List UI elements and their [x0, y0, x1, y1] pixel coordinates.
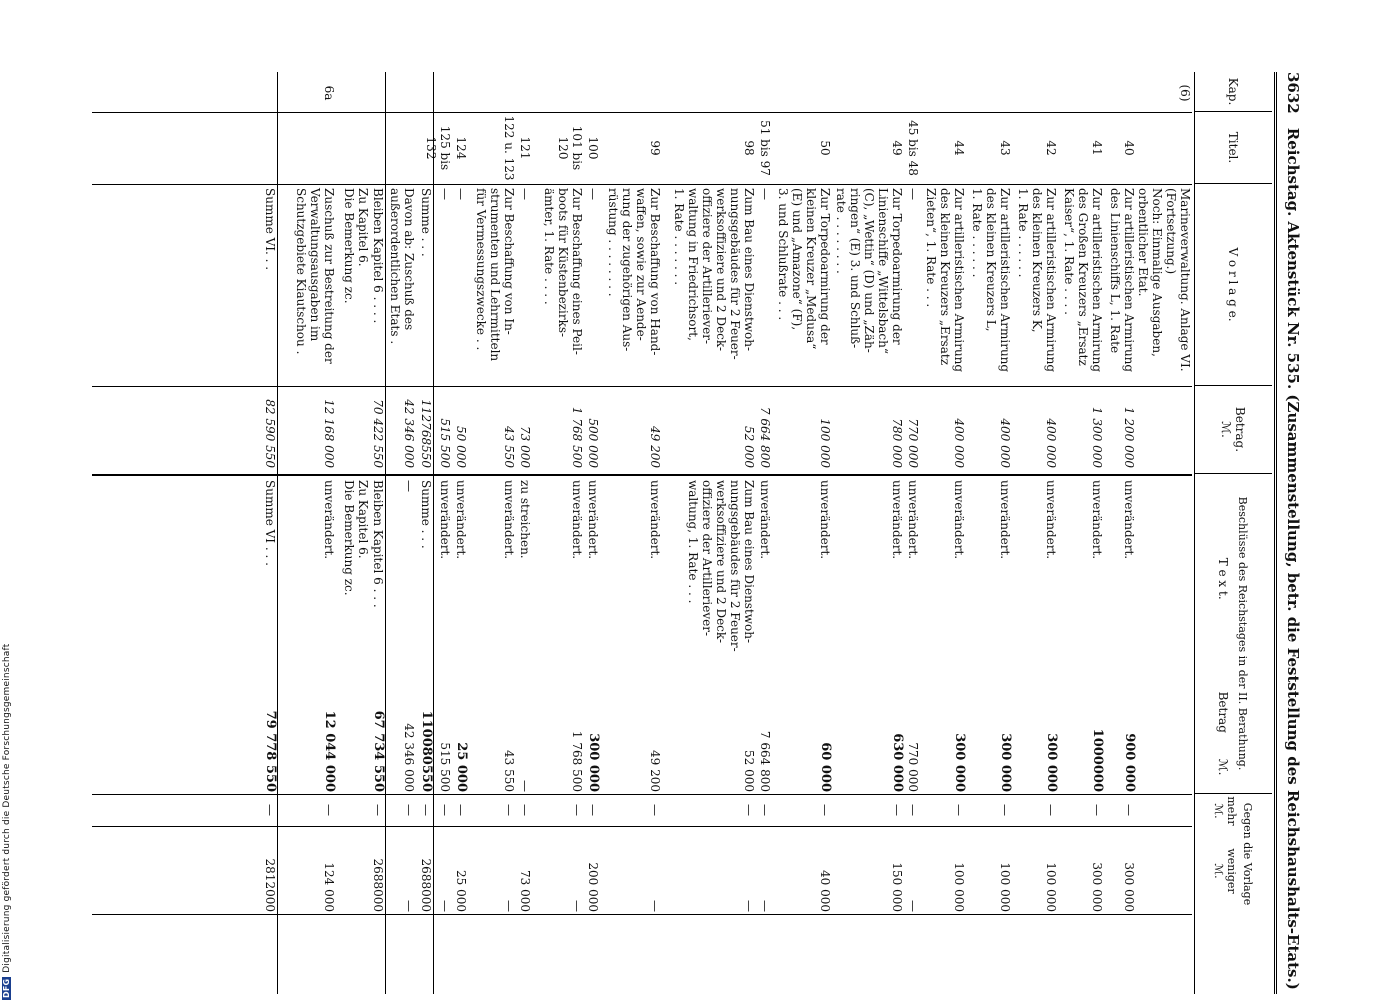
cell-amt: 43 550: [502, 426, 516, 468]
page-header: [1274, 72, 1310, 994]
cell-text: Zur Torpedoarmirung der kleinen Kreuzer „Medusa“ (E) und „Amazone“ (F), 3. und Schlußrate . . .: [776, 188, 832, 350]
cell-amt: 73 000: [518, 426, 532, 468]
cell-amt: 515 500: [438, 418, 452, 468]
cell-btext: unverändert.: [322, 480, 336, 560]
cell-bamt: 515 500: [438, 742, 452, 792]
cell-btext: unverändert.: [586, 480, 600, 560]
cell-weniger: 124 000: [322, 862, 336, 912]
cell-text: Marineverwaltung. Anlage VI. (Fortsetzung.) Noch: Einmalige Ausgaben, orbentlicher Etat.: [1136, 188, 1192, 372]
cell-titel: 121: [518, 136, 532, 160]
cell-btext: Summe . . .: [419, 480, 433, 549]
cell-text: Zur artilleristischen Armirung des kleinen Kreuzers K, 1. Rate . . . . . .: [1016, 188, 1058, 373]
cell-text: Zur Beschaffung von Hand- waffen, sowie zur Aende- rung der zugehörigen Aus- rüstung . . . . . . . .: [606, 188, 662, 356]
cell-mehr: —: [998, 804, 1012, 816]
table-row: [662, 72, 756, 994]
cell-btext: unverändert.: [1044, 480, 1058, 560]
cell-weniger: 300 000: [1090, 862, 1104, 912]
credit-text: Digitalisierung gefördert durch die Deutsche Forschungsgemeinschaft: [2, 643, 12, 973]
cell-btext: unverändert.: [890, 480, 904, 560]
cell-btext: Zum Bau eines Dienstwoh- nungsgebäudes für 2 Feuer- werksoffiziere und 2 Deck- offiziere der Artilleriever- waltung, 1. Rate . . .: [686, 480, 756, 652]
table-row: [966, 72, 1012, 994]
cell-btext: unverändert.: [454, 480, 468, 560]
cell-bamt: 110080550: [419, 710, 434, 792]
cell-text: Bleiben Kapitel 6 . . . .: [371, 188, 385, 324]
cell-text: —: [906, 188, 920, 200]
col-gegen: Gegen die Vorlage mehr weniger ℳ. ℳ.: [1212, 796, 1254, 906]
cell-amt: 780 000: [890, 418, 904, 468]
cell-text: Zu Kapitel 6. Die Bemerkung zc.: [342, 188, 370, 304]
cell-mehr: —: [402, 804, 416, 816]
cell-bamt: 300 000: [586, 733, 601, 792]
cell-kap: 6a: [322, 85, 336, 101]
cell-titel: 100: [586, 136, 600, 160]
cell-titel: 40: [1122, 140, 1136, 156]
cell-weniger: 200 000: [586, 862, 600, 912]
cell-mehr: —: [371, 804, 385, 816]
cell-btext: unverändert.: [952, 480, 966, 560]
cell-bamt: 300 000: [998, 733, 1013, 792]
cell-weniger: —: [648, 900, 662, 912]
cell-titel: 45 bis 48: [906, 120, 920, 176]
col-beschluesse: [1194, 474, 1272, 794]
col-titel: Titel.: [1194, 112, 1272, 184]
cell-text: Zuschuß zur Bestreitung der Verwaltungsausgaben im Schutzgebiete Kiautschou .: [294, 188, 336, 364]
cell-btext: Zu Kapitel 6. Die Bemerkung zc.: [342, 480, 370, 596]
cell-btext: unverändert.: [758, 480, 772, 560]
cell-btext: Bleiben Kapitel 6 . . .: [371, 480, 385, 608]
cell-btext: unverändert.: [502, 480, 516, 560]
cell-mehr: —: [952, 804, 966, 816]
cell-titel: 101 bis 120: [556, 125, 584, 171]
cell-btext: unverändert.: [570, 480, 584, 560]
cell-btext: unverändert.: [1122, 480, 1136, 560]
cell-amt: 400 000: [998, 418, 1012, 468]
table-row: [370, 72, 386, 994]
cell-text: Zur Beschaffung von In- strumenten und Lehrmitteln für Vermessungszwecke . .: [474, 188, 516, 362]
cell-bamt: 770 000: [906, 742, 920, 792]
dfg-credit: [2, 644, 12, 1000]
cell-mehr: —: [454, 804, 468, 816]
cell-bamt: 7 664 800: [758, 730, 772, 792]
cell-weniger: 100 000: [1044, 862, 1058, 912]
cell-btext: unverändert.: [906, 480, 920, 560]
cell-text: —: [586, 188, 600, 200]
cell-bamt: 25 000: [454, 742, 469, 792]
cell-amt: 112768550: [419, 399, 433, 468]
cell-weniger: —: [502, 900, 516, 912]
cell-text: —: [438, 188, 452, 200]
cell-mehr: —: [906, 804, 920, 816]
cell-titel: 122 u. 123: [502, 115, 516, 181]
cell-titel: 44: [952, 140, 966, 156]
cell-text: Zur artilleristischen Armirung des Großen Kreuzers „Ersatz Kaiser“, 1. Rate . . . .: [1062, 188, 1104, 373]
table-row: [756, 72, 772, 994]
cell-titel: 99: [648, 140, 662, 156]
table-row: [468, 72, 516, 994]
cell-amt: 1 200 000: [1122, 406, 1136, 468]
table-row: [258, 72, 278, 994]
cell-weniger: —: [402, 900, 416, 912]
cell-mehr: —: [890, 804, 904, 816]
cell-amt: 49 200: [648, 426, 662, 468]
cell-btext: unverändert.: [998, 480, 1012, 560]
cell-bamt: 1000000: [1090, 728, 1105, 792]
cell-titel: 43: [998, 140, 1012, 156]
cell-bamt: 900 000: [1122, 733, 1137, 792]
table-row: [600, 72, 662, 994]
cell-titel: 51 bis 97: [758, 120, 772, 176]
cell-bamt: 630 000: [890, 733, 905, 792]
cell-amt: 1 300 000: [1090, 406, 1104, 468]
cell-bamt: 42 346 000: [402, 723, 416, 792]
cell-text: Zur artilleristischen Armirung des kleinen Kreuzers „Ersatz Zieten“, 1. Rate . . .: [924, 188, 966, 373]
cell-bamt: 300 000: [952, 733, 967, 792]
column-header: [1194, 72, 1272, 994]
cell-bamt: 60 000: [818, 742, 833, 792]
page-number: 3632: [1284, 72, 1303, 114]
cell-mehr: —: [648, 804, 662, 816]
cell-mehr: —: [818, 804, 832, 816]
cell-text: Zur artilleristischen Armirung des kleinen Kreuzers L, 1. Rate . . . . . .: [970, 188, 1012, 373]
cell-btext: —: [402, 480, 416, 492]
cell-btext: unverändert.: [818, 480, 832, 560]
cell-text: —: [454, 188, 468, 200]
table-row: [832, 72, 904, 994]
col-text: T e x t.: [1216, 557, 1231, 600]
cell-mehr: —: [263, 804, 277, 816]
table-body: [92, 72, 1192, 994]
cell-bamt: 52 000: [742, 750, 756, 792]
cell-bamt: 67 734 550: [371, 710, 386, 792]
cell-btext: Summe VI . . .: [263, 480, 277, 566]
cell-mehr: —: [518, 804, 532, 816]
cell-mehr: —: [322, 804, 336, 816]
cell-weniger: 150 000: [890, 862, 904, 912]
col-kap: Kap.: [1194, 72, 1272, 112]
cell-mehr: —: [438, 804, 452, 816]
cell-amt: 12 168 000: [322, 399, 336, 468]
cell-bamt: 79 778 550: [263, 710, 278, 792]
cell-bamt: 1 768 500: [570, 730, 584, 792]
table-row: [1058, 72, 1104, 994]
cell-weniger: 2812000: [263, 858, 277, 912]
cell-weniger: —: [570, 900, 584, 912]
cell-weniger: —: [906, 900, 920, 912]
cell-amt: 7 664 800: [758, 406, 772, 468]
cell-titel: 98: [742, 140, 756, 156]
table-row: [1104, 72, 1136, 994]
table-row: [278, 72, 336, 994]
cell-weniger: —: [758, 900, 772, 912]
table-row: [920, 72, 966, 994]
col-betrag: Betrag. ℳ.: [1194, 386, 1272, 474]
cell-weniger: 2688000: [371, 858, 385, 912]
cell-kap: (6): [1178, 84, 1192, 102]
col-vorlage: V o r l a g e.: [1194, 184, 1272, 386]
table-row: [516, 72, 532, 994]
cell-amt: 500 000: [586, 418, 600, 468]
cell-weniger: —: [742, 900, 756, 912]
cell-text: —: [758, 188, 772, 200]
cell-text: Zur Torpedoarmirung der Linienschiffe „Wittelsbach“ (C), „Wettin“ (D) und „Zäh- ringen“ (E) 3. und Schluß- rate . . . . . . . .: [834, 188, 904, 355]
cell-titel: 124: [454, 136, 468, 160]
table-row: [532, 72, 584, 994]
cell-mehr: —: [1044, 804, 1058, 816]
table-row: [904, 72, 920, 994]
page-title: Reichstag. Aktenstück Nr. 535. (Zusammenstellung, betr. die Feststellung des Reichshaushalts-Etats.): [1284, 127, 1303, 990]
cell-mehr: —: [586, 804, 600, 816]
cell-amt: 52 000: [742, 426, 756, 468]
cell-btext: unverändert.: [1090, 480, 1104, 560]
cell-titel: 125 bis 132: [424, 125, 452, 171]
cell-amt: 82 590 550: [263, 399, 277, 468]
cell-mehr: —: [1090, 804, 1104, 816]
cell-btext: zu streichen.: [518, 480, 532, 559]
dfg-logo: DFG: [2, 978, 11, 998]
table-row: [416, 72, 434, 994]
cell-weniger: 100 000: [952, 862, 966, 912]
cell-text: Zur Beschaffung eines Peil- boots für Küstenbezirks- ämter, 1. Rate . . . .: [542, 188, 584, 355]
col-betrag2-unit: ℳ.: [1216, 758, 1231, 776]
cell-titel: 42: [1044, 140, 1058, 156]
cell-amt: 70 422 550: [371, 399, 385, 468]
cell-weniger: 2688000: [419, 858, 433, 912]
cell-amt: 100 000: [818, 418, 832, 468]
cell-text: Summe . . .: [419, 188, 433, 257]
table-row: [1136, 72, 1192, 994]
cell-text: Summe VI. . .: [263, 188, 277, 271]
cell-mehr: —: [758, 804, 772, 816]
cell-amt: 400 000: [952, 418, 966, 468]
cell-weniger: 73 000: [518, 870, 532, 912]
cell-bamt: —: [518, 780, 532, 792]
cell-bamt: 49 200: [648, 750, 662, 792]
cell-text: Davon ab: Zuschuß des außerordentlichen Etats .: [388, 188, 416, 345]
cell-titel: 50: [818, 140, 832, 156]
cell-bamt: 43 550: [502, 750, 516, 792]
cell-amt: 770 000: [906, 418, 920, 468]
document-sheet: [92, 72, 1310, 994]
table-row: [584, 72, 600, 994]
cell-text: Zur artilleristischen Armirung des Linienschiffs L, 1. Rate: [1108, 188, 1136, 373]
table-row: [1012, 72, 1058, 994]
cell-text: —: [518, 188, 532, 200]
cell-titel: 49: [890, 140, 904, 156]
col-betrag2: Betrag: [1216, 691, 1231, 733]
cell-mehr: —: [570, 804, 584, 816]
cell-btext: unverändert.: [648, 480, 662, 560]
cell-text: Zum Bau eines Dienstwoh- nungsgebäudes für 2 Feuer- werksoffiziere und 2 Deck- offiziere der Artilleriever- waltung in Friedrichsort, 1. Rate . . . . . . .: [672, 188, 756, 360]
cell-amt: 50 000: [454, 426, 468, 468]
cell-weniger: —: [438, 900, 452, 912]
table-row: [336, 72, 370, 994]
cell-weniger: 40 000: [818, 870, 832, 912]
cell-amt: 42 346 000: [402, 399, 416, 468]
cell-bamt: 12 044 000: [322, 710, 337, 792]
cell-mehr: —: [419, 804, 433, 816]
cell-amt: 1 768 500: [570, 406, 584, 468]
cell-weniger: 300 000: [1122, 862, 1136, 912]
cell-amt: 400 000: [1044, 418, 1058, 468]
cell-titel: 41: [1090, 140, 1104, 156]
cell-btext: unverändert.: [438, 480, 452, 560]
cell-weniger: 100 000: [998, 862, 1012, 912]
beschluesse-heading: Beschlüsse des Reichstages in der II. Berathung.: [1236, 496, 1250, 771]
cell-weniger: 25 000: [454, 870, 468, 912]
cell-mehr: —: [502, 804, 516, 816]
table-row: [386, 72, 416, 994]
cell-bamt: 300 000: [1044, 733, 1059, 792]
table-row: [772, 72, 832, 994]
cell-mehr: —: [742, 804, 756, 816]
cell-mehr: —: [1122, 804, 1136, 816]
table-row: [452, 72, 468, 994]
